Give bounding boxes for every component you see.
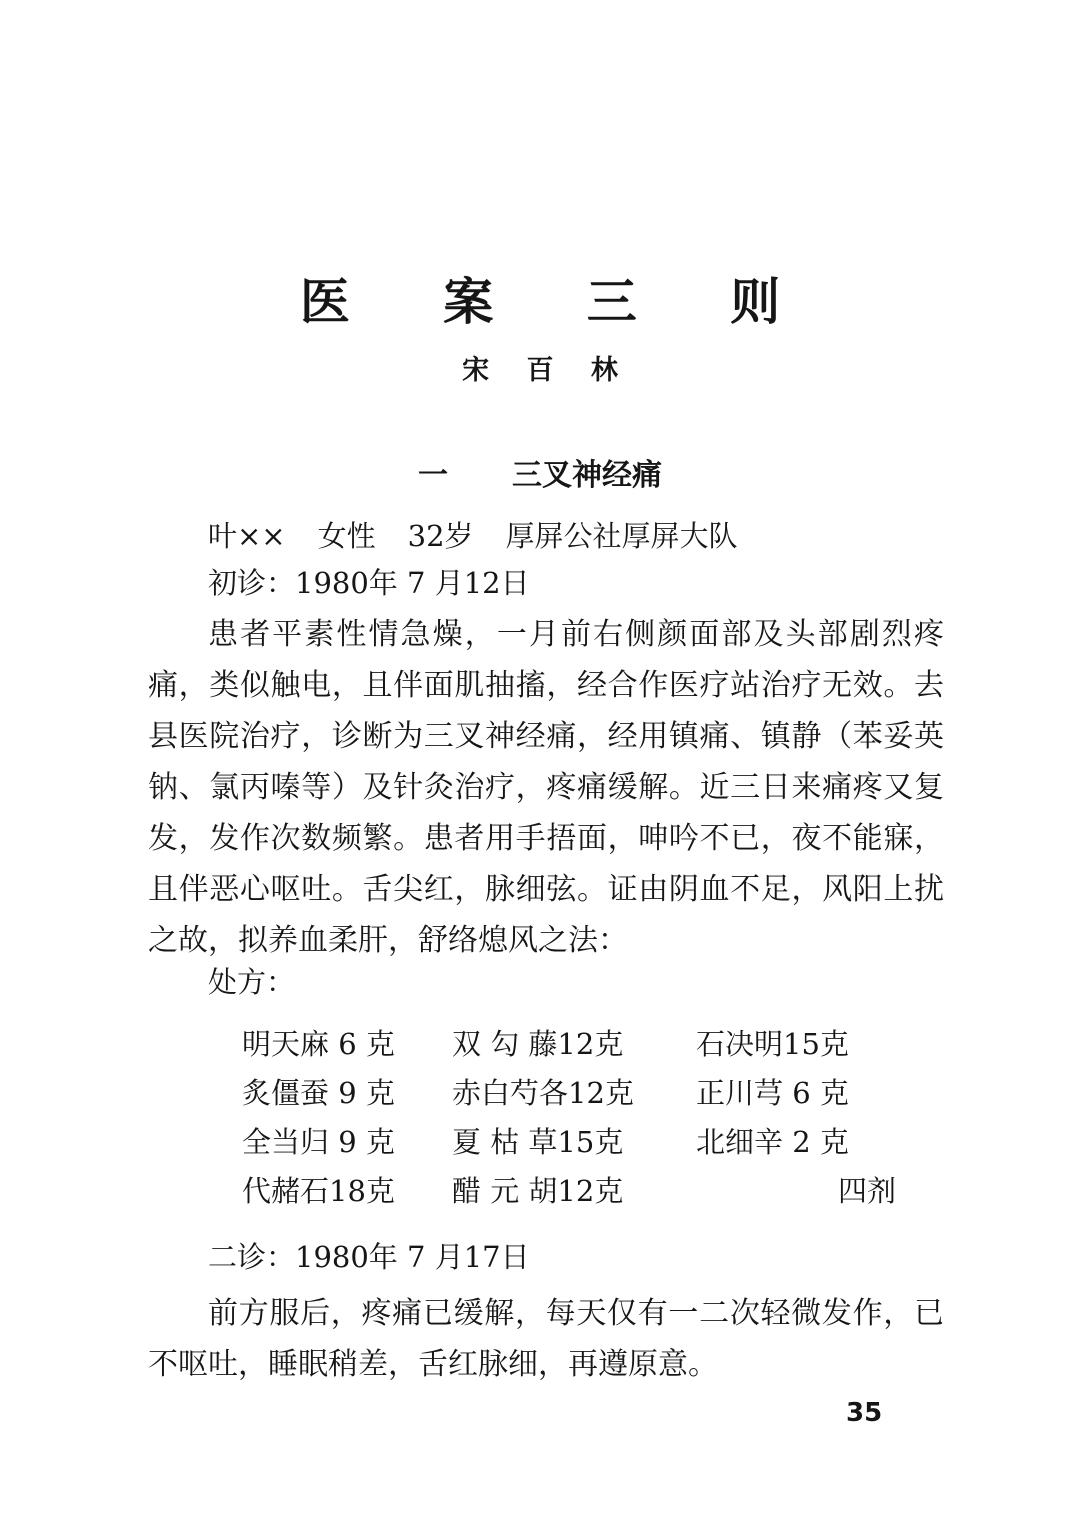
page-number: 35 [846, 1398, 883, 1428]
herb-item: 炙僵蚕 9 克 [242, 1076, 395, 1110]
prescription-row [242, 1116, 900, 1165]
second-visit-description: 前方服后，疼痛已缓解，每天仅有一二次轻微发作，已不呕吐，睡眠稍差，舌红脉细，再遵原意。 [148, 1296, 944, 1382]
herb-item: 双 勾 藤12克 [452, 1027, 624, 1061]
herb-item: 夏 枯 草15克 [452, 1125, 624, 1159]
prescription-row [242, 1018, 900, 1067]
herb-item: 代赭石18克 [242, 1174, 395, 1208]
section-title: 三叉神经痛 [512, 458, 662, 493]
herb-item: 全当归 9 克 [242, 1125, 395, 1159]
herb-item: 明天麻 6 克 [242, 1027, 395, 1061]
herb-item: 正川芎 6 克 [696, 1076, 849, 1110]
case-description: 患者平素性情急燥，一月前右侧颜面部及头部剧烈疼痛，类似触电，且伴面肌抽搐，经合作医疗站治疗无效。去县医院治疗，诊断为三叉神经痛，经用镇痛、镇静（苯妥英钠、氯丙嗪等）及针灸治疗，疼痛缓解。近三日来痛疼又复发，发作次数频繁。患者用手捂面，呻吟不已，夜不能寐，且伴恶心呕吐。舌尖红，脉细弦。证由阴血不足，风阳上扰之故，拟养血柔肝，舒络熄风之法： [148, 617, 944, 958]
herb-item: 北细辛 2 克 [696, 1125, 849, 1159]
dose-count: 四剂 [837, 1174, 896, 1208]
patient-sex: 女性 [317, 519, 376, 553]
prescription-label: 处方： [208, 965, 296, 999]
patient-address: 厚屏公社厚屏大队 [505, 519, 738, 553]
patient-name: 叶×× [208, 519, 286, 553]
prescription-row [242, 1067, 900, 1116]
author-name: 宋 百 林 [462, 355, 632, 386]
page-title: 医 案 三 则 [299, 273, 819, 331]
herb-item: 石决明15克 [696, 1027, 849, 1061]
first-visit-date: 初诊：1980年 7 月12日 [208, 566, 530, 600]
herb-item: 赤白芍各12克 [452, 1076, 634, 1110]
section-number: 一 [418, 458, 448, 493]
prescription-row [242, 1165, 900, 1214]
patient-age: 32岁 [407, 519, 474, 553]
second-visit-date: 二诊：1980年 7 月17日 [208, 1240, 530, 1274]
patient-info [208, 516, 738, 556]
herb-item: 醋 元 胡12克 [452, 1174, 624, 1208]
prescription-table [242, 1018, 900, 1214]
